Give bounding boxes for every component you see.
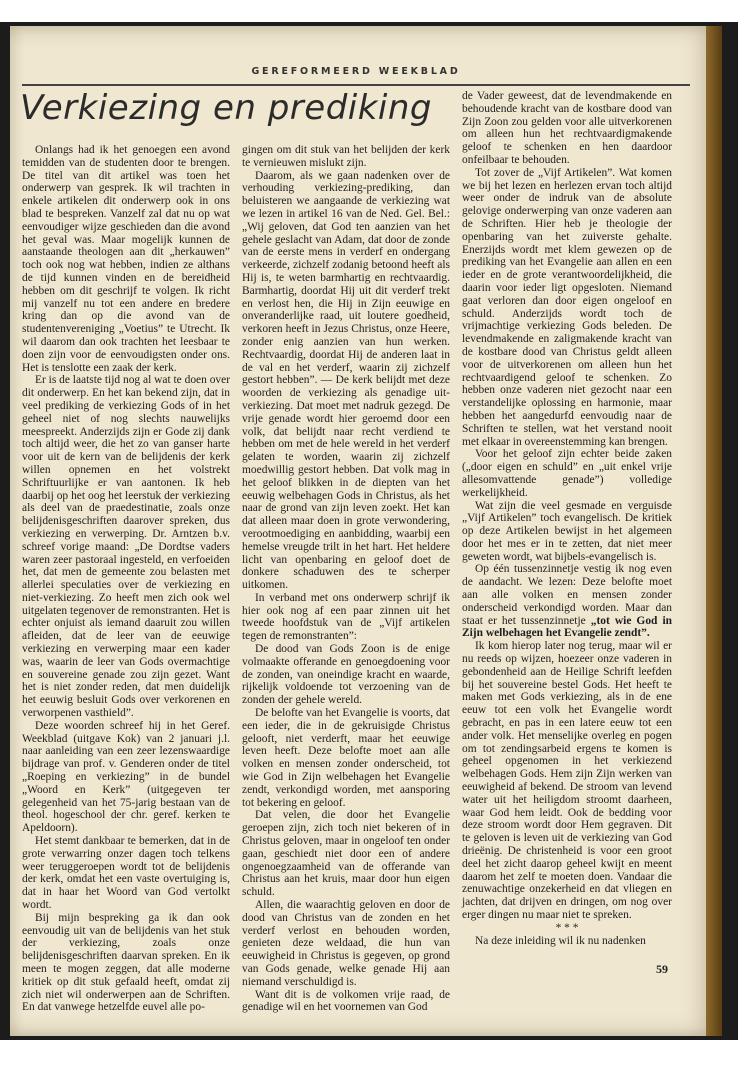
emphasized-phrase: „tot wie God in Zijn welbehagen het Evangelie zendt”. (462, 614, 672, 640)
paragraph: gingen om dit stuk van het belijden der kerk te vernieuwen mislukt zijn. (242, 144, 450, 169)
text-column-1 (22, 144, 231, 1014)
page-number: 59 (656, 962, 668, 976)
paragraph: Wat zijn die veel gesmade en verguisde „Vijf Artikelen” toch evangelisch. De kritiek op deze Artikelen bewijst in het algemeen door het mes er in te zetten, dat niet meer geweten wordt, wat bijbels-evangelisch is. (462, 499, 672, 563)
paragraph: De belofte van het Evangelie is voorts, dat een ieder, die in de gekruisigde Christus gelooft, niet verderft, maar het eeuwige leven heeft. Deze belofte moet aan alle volken en mensen zonder onderscheid, tot wie God in Zijn welbehagen het Evangelie zendt, verkondigd worden, met aansporing tot bekering en geloof. (242, 707, 450, 809)
section-separator: * * * (555, 921, 579, 934)
header-rule (22, 84, 690, 86)
paragraph: de Vader geweest, dat de levendmakende en behoudende kracht van de kostbare dood van Zijn Zoon zou gelden voor alle uitverkorenen om alleen hun het rechtvaardigmakende geloof te schenken en hen daardoor onfeilbaar te behouden. (462, 90, 672, 166)
running-head: GEREFORMEERD WEEKBLAD (251, 66, 461, 77)
paragraph: Voor het geloof zijn echter beide zaken („door eigen en schuld” en „uit enkel vrije allesomvattende genade”) volledige werkelijkheid. (462, 448, 672, 499)
article-title: Verkiezing en prediking (20, 88, 432, 128)
paragraph: Dat velen, die door het Evangelie geroepen zijn, zich toch niet bekeren of in Christus geloven, maar in ongeloof ten onder gaan, geschiedt niet door een of andere ongenoegzaamheid van de offerande van Christus aan het kruis, maar door hun eigen schuld. (242, 809, 450, 899)
paragraph: Allen, die waarachtig geloven en door de dood van Christus van de zonden en het verderf verlost en behouden worden, genieten deze weldaad, die hun van eeuwigheid in Christus is gegeven, op grond van Gods genade, welke genade Hij aan niemand verschuldigd is. (242, 899, 450, 988)
text-column-3 (462, 90, 672, 970)
paragraph-text: Op één tussenzinnetje vestig ik nog even de aandacht. We lezen: Deze belofte moet aan alle volken en mensen zonder onderscheid verkondigd worden. Maar dan staat er het tussenzinnetje (462, 563, 672, 627)
paragraph: Daarom, als we gaan nadenken over de verhouding verkiezing-prediking, dan beluisteren we aangaande de verkiezing wat we lezen in artikel 16 van de Ned. Gel. Bel.: „Wij geloven, dat God ten aanzien van het gehele geslacht van Adam, dat door de zonde van de eerste mens in verderf en ondergang verkeerde, zichzelf zodanig betoond heeft als Hij is, te weten barmhartig en rechtvaardig. Barmhartig, doordat Hij uit dit verderf trekt en verlost hen, die Hij in Zijn eeuwige en onveranderlijke raad, uit loutere goedheid, verkoren heeft in Jezus Christus, onze Heere, zonder enig aanzien van hun werken. Rechtvaardig, doordat Hij de anderen laat in de val en het verderf, waarin zij zichzelf gestort hebben”. — De kerk belijdt met deze woorden de verkiezing als genadige uit-verkiezing. Dat moet met nadruk gezegd. De vrije genade wordt hier geroemd door een volk, dat belijdt naar recht verdiend te hebben om met de hele wereld in het verderf gelaten te worden, waarin zij zichzelf moedwillig gestort hebben. Dat volk mag in het geloof blikken in de diepten van het eeuwig welbehagen Gods in Christus, als het naar de grond van zijn leven zoekt. Het kan dat alleen maar doen in grote verwondering, verootmoediging en aanbidding, waarbij een hemelse vreugde trilt in het hart. Het heldere licht van openbaring en geloof doet de donkere schaduwen des te scherper uitkomen. (242, 169, 450, 592)
paragraph: Het stemt dankbaar te bemerken, dat in de grote verwarring onzer dagen toch telkens weer teruggeroepen wordt tot de belijdenis der kerk, omdat het een vaste overtuiging is, dat in haar het Woord van God vertolkt wordt. (22, 835, 230, 912)
binding-edge (706, 26, 722, 1036)
paragraph: De dood van Gods Zoon is de enige volmaakte offerande en genoegdoening voor de zonden, van oneindige kracht en waarde, rijkelijk voldoende tot verzoening van de zonden der gehele wereld. (242, 643, 450, 707)
paragraph (462, 563, 672, 640)
paragraph: Na deze inleiding wil ik nu nadenken (475, 934, 646, 947)
paragraph: Want dit is de volkomen vrije raad, de genadige wil en het voornemen van God (242, 988, 450, 1014)
paragraph: Er is de laatste tijd nog al wat te doen over dit onderwerp. En het kan bekend zijn, dat in veel prediking de verkiezing Gods of in het geheel niet of nog slechts nauwelijks meespreekt. Anderzijds zijn er Gode zij dank toch altijd weer, die het zo van ganser harte voor uit de kern van de belijdenis der kerk willen opnemen en het volstrekt Schriftuurlijke er van aantonen. Ik heb daarbij op het oog het leerstuk der verkiezing als deel van de praedestinatie, zoals onze belijdenisgeschriften daarover spreken, dus verkiezing en verwerping. Dr. Arntzen b.v. schreef vorige maand: „De Dordtse vaders waren zeer pastoraal ingesteld, en verfoeiden het, dat men de gemeente zou belasten met allerlei speculaties over de verkiezing en niet-verkiezing. Zo heeft men zich ook wel uitgelaten tegenover de remonstranten. Het is echter onjuist als iemand daaruit zou willen afleiden, dat de leer van de eeuwige verkiezing en verwerping maar een kader was, waarin de leer van Gods overmachtige en souvereine genade zou zijn gezet. Want het is niet zonder reden, dat men duidelijk het eeuwig besluit Gods over verkorenen en verworpenen vasthield”. (22, 374, 231, 720)
paragraph: Deze woorden schreef hij in het Geref. Weekblad (uitgave Kok) van 2 januari j.l. naar aanleiding van een zeer lezenswaardige bijdrage van prof. v. Genderen onder de titel „Roeping en verkiezing” in de bundel „Woord en Kerk” (uitgegeven ter gelegenheid van het 75-jarig bestaan van de theol. hogeschool der chr. geref. kerken te Apeldoorn). (22, 719, 230, 835)
paragraph: Ik kom hierop later nog terug, maar wil er nu reeds op wijzen, hoezeer onze vaderen in gebondenheid aan de Heilige Schrift leefden bij het souvereine bestel Gods. Het heeft te maken met Gods verkiezing, als in de ene eeuw tot een volk het Evangelie wordt gebracht, en pas in een latere eeuw tot een ander volk. Het menselijke overleg en pogen om tot zendingsarbeid ergens te komen is geheel opgenomen in het verkiezend welbehagen Gods. Hem zijn Zijn werken van eeuwigheid af bekend. De stroom van levend water uit het heiligdom stroomt daarheen, waar God hem leidt. Ook de bedding voor deze stroom wordt door Hem gegraven. Dit te geloven is leven uit de verkiezing van God drieënig. De christenheid is voor een groot deel het zicht daarop geheel kwijt en meent daarom het zelf te moeten doen. Vandaar die zenuwachtige onzekerheid en dat vliegen en jachten, dat drijven en dringen, om nog over erger dingen nu maar niet te spreken. (462, 640, 672, 921)
paragraph: Onlangs had ik het genoegen een avond temidden van de studenten door te brengen. De titel van dit artikel was toen het onderwerp van gesprek. Ik wil trachten in enkele artikelen dit onderwerp ook in ons blad te bespreken. Vanzelf zal dat nu op wat eenvoudiger wijze geschieden dan die avond het geval was. Maar mogelijk kunnen de aanstaande theologen aan dit „herkauwen” toch ook nog wat hebben, indien ze althans de tijd kunnen vinden en de bereidheid hebben om dit geschrijf te volgen. Ik richt mij vanzelf nu tot een andere en bredere kring dan op die avond van de studentenvereniging „Voetius” te Utrecht. Ik wil daarom dan ook trachten het leesbaar te doen zijn voor de eenvoudigsten onder ons. Het is tenslotte een zaak der kerk. (22, 144, 230, 374)
paragraph: Tot zover de „Vijf Artikelen”. Wat komen we bij het lezen en herlezen ervan toch altijd weer onder de indruk van de absolute gelovige onderwerping van onze vaderen aan de Schriften. Hier heb je theologie der openbaring van het zuiverste gehalte. Enerzijds wordt met klem gewezen op de prediking van het Evangelie aan allen en een ieder en de grote verantwoordelijkheid, die daarin voor ieder ligt opgesloten. Niemand gaat verloren dan door eigen ongeloof en schuld. Anderzijds wordt toch de vrijmachtige verkiezing Gods beleden. De levendmakende en zaligmakende kracht van de kostbare dood van Christus geldt alleen voor de uitverkorenen om alleen hun het rechtvaardigend geloof te schenken. Zo hebben onze vaderen niet gezocht naar een verstandelijke oplossing en harmonie, maar hebben het aangedurfd eenvoudig naar de Schriften te stellen, wat het verstand nooit met elkaar in overeenstemming kan brengen. (462, 166, 672, 448)
text-column-2 (242, 144, 450, 1014)
paragraph: Bij mijn bespreking ga ik dan ook eenvoudig uit van de belijdenis van het stuk der verkiezing, zoals onze belijdenisgeschriften daarvan spreken. En ik meen te mogen zeggen, dat alle moderne kritiek op dit stuk gefaald heeft, omdat zij zich niet wil onderwerpen aan de Schriften. En dat vanwege hetzelfde euvel alle po- (22, 911, 230, 1014)
paragraph: In verband met ons onderwerp schrijf ik hier ook nog af een paar zinnen uit het tweede hoofdstuk van de „Vijf artikelen tegen de remonstranten”: (242, 591, 450, 643)
